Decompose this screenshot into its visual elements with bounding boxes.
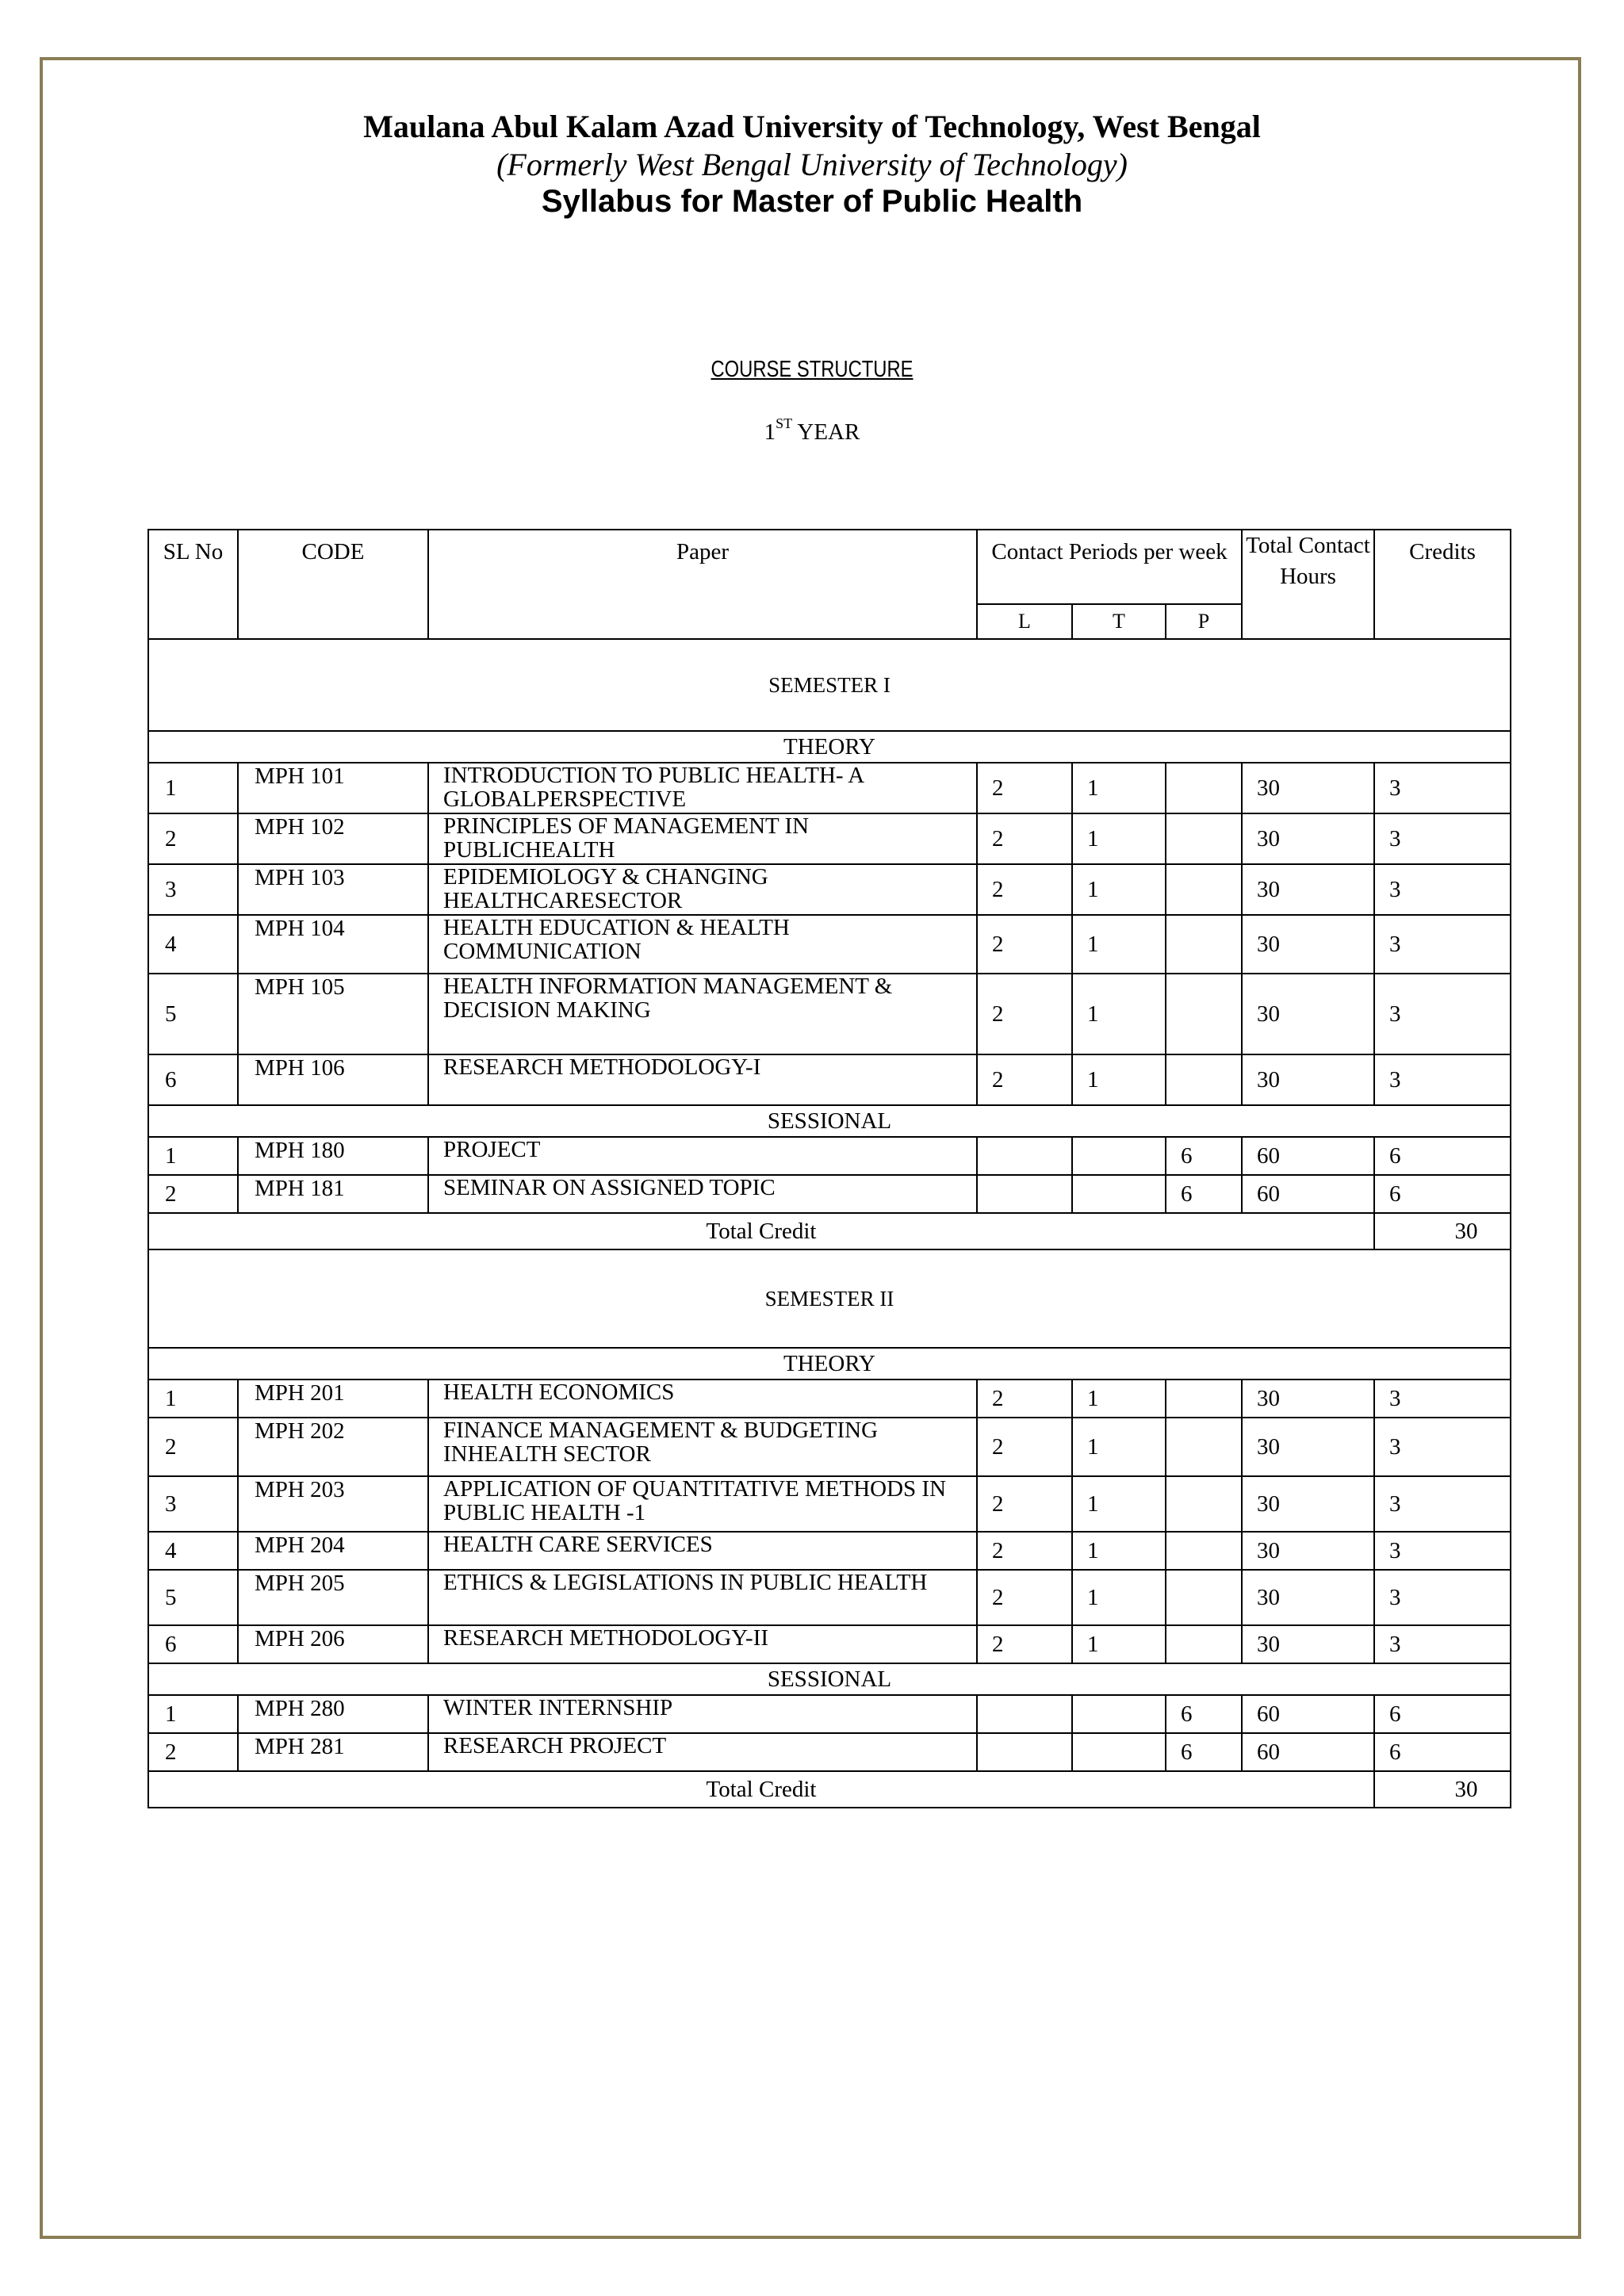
row-t [1072,1733,1166,1771]
semester-title: SEMESTER I [148,639,1511,731]
row-t: 1 [1072,1380,1166,1418]
row-code: MPH 281 [238,1733,428,1771]
row-t: 1 [1072,1570,1166,1625]
table-row [148,1733,1511,1771]
row-credits: 3 [1374,864,1511,915]
row-code: MPH 203 [238,1476,428,1532]
row-hours: 30 [1242,1532,1374,1570]
row-t: 1 [1072,1476,1166,1532]
theory-label: THEORY [148,1348,1511,1380]
total-credit-label: Total Credit [148,1771,1374,1808]
row-paper: EPIDEMIOLOGY & CHANGING HEALTHCARESECTOR [428,864,977,915]
row-hours: 60 [1242,1695,1374,1733]
total-credit-value: 30 [1374,1771,1511,1808]
row-sl: 5 [148,1570,238,1625]
row-p: 6 [1166,1175,1242,1213]
row-paper: RESEARCH PROJECT [428,1733,977,1771]
row-credits: 6 [1374,1175,1511,1213]
row-sl: 2 [148,813,238,864]
row-sl: 3 [148,1476,238,1532]
row-code: MPH 101 [238,763,428,813]
row-paper: RESEARCH METHODOLOGY-I [428,1054,977,1105]
row-code: MPH 206 [238,1625,428,1663]
row-p [1166,813,1242,864]
row-paper: HEALTH EDUCATION & HEALTH COMMUNICATION [428,915,977,974]
row-p [1166,915,1242,974]
row-l: 2 [977,1418,1072,1476]
row-credits: 3 [1374,763,1511,813]
theory-label-row [148,731,1511,763]
row-hours: 30 [1242,813,1374,864]
row-code: MPH 106 [238,1054,428,1105]
row-code: MPH 202 [238,1418,428,1476]
table-row [148,1695,1511,1733]
row-paper: HEALTH ECONOMICS [428,1380,977,1418]
row-t: 1 [1072,915,1166,974]
sessional-label: SESSIONAL [148,1663,1511,1695]
row-hours: 30 [1242,1418,1374,1476]
row-hours: 30 [1242,763,1374,813]
row-l: 2 [977,1570,1072,1625]
row-code: MPH 104 [238,915,428,974]
year-heading [0,415,1624,446]
row-paper: HEALTH CARE SERVICES [428,1532,977,1570]
row-sl: 2 [148,1175,238,1213]
header-l: L [977,604,1072,639]
row-sl: 1 [148,1695,238,1733]
row-l: 2 [977,915,1072,974]
header-total-hours: Total Contact Hours [1242,530,1374,639]
row-hours: 30 [1242,1570,1374,1625]
header-credits: Credits [1374,530,1511,639]
row-credits: 3 [1374,1532,1511,1570]
row-credits: 3 [1374,1380,1511,1418]
table-row [148,1418,1511,1476]
row-p [1166,1380,1242,1418]
table-header-row [148,530,1511,604]
university-name: Maulana Abul Kalam Azad University of Technology, West Bengal [363,109,1261,144]
row-code: MPH 201 [238,1380,428,1418]
row-l: 2 [977,763,1072,813]
table-row [148,864,1511,915]
row-t [1072,1137,1166,1175]
row-paper: APPLICATION OF QUANTITATIVE METHODS IN PUBLIC HEALTH -1 [428,1476,977,1532]
row-l: 2 [977,974,1072,1054]
row-paper: PROJECT [428,1137,977,1175]
row-t: 1 [1072,1532,1166,1570]
row-l: 2 [977,1380,1072,1418]
row-code: MPH 180 [238,1137,428,1175]
row-paper: INTRODUCTION TO PUBLIC HEALTH- A GLOBALPERSPECTIVE [428,763,977,813]
row-sl: 4 [148,915,238,974]
row-sl: 6 [148,1625,238,1663]
row-p [1166,1625,1242,1663]
year-number: 1 [764,419,776,445]
formerly-name: (Formerly West Bengal University of Technology) [496,147,1128,182]
row-t: 1 [1072,864,1166,915]
semester-title: SEMESTER II [148,1249,1511,1348]
row-credits: 3 [1374,1418,1511,1476]
row-l [977,1733,1072,1771]
year-superscript: ST [776,415,793,431]
row-l: 2 [977,864,1072,915]
table-row [148,813,1511,864]
row-t [1072,1175,1166,1213]
header-code: CODE [238,530,428,639]
table-row [148,1625,1511,1663]
theory-label-row [148,1348,1511,1380]
row-paper: WINTER INTERNSHIP [428,1695,977,1733]
row-credits: 3 [1374,1625,1511,1663]
row-credits: 3 [1374,813,1511,864]
row-l: 2 [977,1625,1072,1663]
course-structure-heading: COURSE STRUCTURE [710,357,914,382]
course-table [147,529,1511,1808]
row-p [1166,864,1242,915]
header-p: P [1166,604,1242,639]
theory-label: THEORY [148,731,1511,763]
row-p [1166,1570,1242,1625]
row-credits: 3 [1374,1476,1511,1532]
row-sl: 1 [148,1137,238,1175]
row-p [1166,763,1242,813]
header-paper: Paper [428,530,977,639]
row-sl: 6 [148,1054,238,1105]
row-t: 1 [1072,1054,1166,1105]
row-l: 2 [977,1054,1072,1105]
sessional-label: SESSIONAL [148,1105,1511,1137]
row-p [1166,1476,1242,1532]
row-hours: 30 [1242,974,1374,1054]
semester-title-row [148,1249,1511,1348]
row-sl: 2 [148,1733,238,1771]
table-row [148,1175,1511,1213]
table-row [148,1380,1511,1418]
row-paper: ETHICS & LEGISLATIONS IN PUBLIC HEALTH [428,1570,977,1625]
row-sl: 1 [148,763,238,813]
row-code: MPH 102 [238,813,428,864]
row-p: 6 [1166,1137,1242,1175]
row-paper: PRINCIPLES OF MANAGEMENT IN PUBLICHEALTH [428,813,977,864]
row-t: 1 [1072,813,1166,864]
header-t: T [1072,604,1166,639]
row-t [1072,1695,1166,1733]
row-p: 6 [1166,1733,1242,1771]
row-code: MPH 205 [238,1570,428,1625]
row-sl: 5 [148,974,238,1054]
row-credits: 3 [1374,1054,1511,1105]
row-credits: 6 [1374,1733,1511,1771]
table-row [148,915,1511,974]
row-l: 2 [977,1532,1072,1570]
total-credit-row [148,1213,1511,1249]
row-p: 6 [1166,1695,1242,1733]
row-t: 1 [1072,1625,1166,1663]
row-credits: 3 [1374,974,1511,1054]
row-p [1166,1418,1242,1476]
table-row [148,763,1511,813]
row-p [1166,1532,1242,1570]
row-t: 1 [1072,1418,1166,1476]
row-l [977,1175,1072,1213]
row-credits: 3 [1374,915,1511,974]
row-paper: RESEARCH METHODOLOGY-II [428,1625,977,1663]
row-code: MPH 280 [238,1695,428,1733]
sessional-label-row [148,1663,1511,1695]
row-hours: 30 [1242,864,1374,915]
table-row [148,974,1511,1054]
row-l [977,1695,1072,1733]
row-hours: 60 [1242,1733,1374,1771]
row-sl: 2 [148,1418,238,1476]
row-code: MPH 204 [238,1532,428,1570]
row-paper: SEMINAR ON ASSIGNED TOPIC [428,1175,977,1213]
row-code: MPH 105 [238,974,428,1054]
row-hours: 30 [1242,1625,1374,1663]
semester-title-row [148,639,1511,731]
row-code: MPH 181 [238,1175,428,1213]
row-hours: 30 [1242,1054,1374,1105]
table-row [148,1137,1511,1175]
syllabus-title: Syllabus for Master of Public Health [541,184,1083,219]
row-hours: 60 [1242,1175,1374,1213]
row-paper: FINANCE MANAGEMENT & BUDGETING INHEALTH SECTOR [428,1418,977,1476]
row-l: 2 [977,1476,1072,1532]
header-contact-periods: Contact Periods per week [977,530,1242,604]
year-word: YEAR [797,419,860,445]
row-credits: 6 [1374,1137,1511,1175]
table-row [148,1570,1511,1625]
row-credits: 3 [1374,1570,1511,1625]
row-p [1166,974,1242,1054]
row-p [1166,1054,1242,1105]
row-sl: 4 [148,1532,238,1570]
row-sl: 3 [148,864,238,915]
row-hours: 30 [1242,1476,1374,1532]
total-credit-value: 30 [1374,1213,1511,1249]
header-sl: SL No [148,530,238,639]
row-sl: 1 [148,1380,238,1418]
row-code: MPH 103 [238,864,428,915]
row-hours: 30 [1242,915,1374,974]
row-t: 1 [1072,974,1166,1054]
row-credits: 6 [1374,1695,1511,1733]
sessional-label-row [148,1105,1511,1137]
total-credit-row [148,1771,1511,1808]
row-hours: 30 [1242,1380,1374,1418]
row-hours: 60 [1242,1137,1374,1175]
table-row [148,1532,1511,1570]
table-row [148,1476,1511,1532]
table-row [148,1054,1511,1105]
row-l [977,1137,1072,1175]
row-paper: HEALTH INFORMATION MANAGEMENT & DECISION MAKING [428,974,977,1054]
row-t: 1 [1072,763,1166,813]
row-l: 2 [977,813,1072,864]
total-credit-label: Total Credit [148,1213,1374,1249]
